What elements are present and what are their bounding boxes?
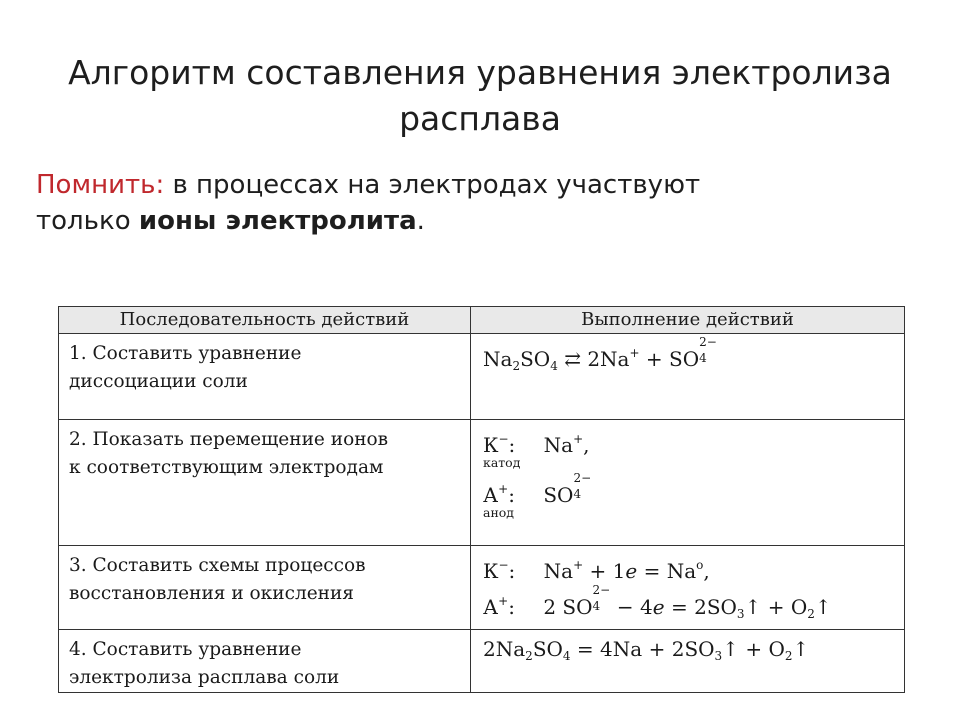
step-1-line-1: 1. Составить уравнение	[69, 343, 302, 364]
remember-text-1: в процессах на электродах участвуют	[164, 170, 701, 200]
remember-note	[36, 167, 916, 239]
step-1-cell	[59, 334, 471, 420]
gas-arrow: ↑	[814, 595, 832, 619]
title-line-2: расплава	[399, 99, 561, 138]
electrolysis-equation: $2Na_2SO_4 = 4Na$ + $2SO_3↑$ + $O_2↑$	[483, 637, 810, 663]
anode-oxidation: А+: 2 SO 2− 4 − $4e = 2SO_3↑$ + $O_2↑$	[483, 583, 832, 621]
gas-arrow: ↑	[722, 637, 739, 661]
remember-label: Помнить:	[36, 170, 165, 200]
slide-title	[0, 50, 960, 142]
table-row	[59, 420, 905, 546]
step-3-result	[471, 546, 905, 630]
step-3-cell	[59, 546, 471, 630]
step-4-result	[471, 630, 905, 693]
cathode-ions: К−: Na+,	[483, 432, 590, 457]
table-header-row	[59, 307, 905, 334]
step-3-line-2: восстановления и окисления	[69, 583, 354, 604]
step-3-line-1: 3. Составить схемы процессов	[69, 555, 366, 576]
step-2-line-1: 2. Показать перемещение ионов	[69, 429, 389, 450]
step-4-line-1: 4. Составить уравнение	[69, 639, 302, 660]
cathode-label: катод	[483, 455, 521, 470]
remember-bold: ионы электролита	[138, 206, 417, 236]
dissociation-equation: $Na_2SO_4$ ⇄ 2Na+ + SO 2− 4	[483, 335, 717, 373]
cathode-reduction: К−: Na+ + 1e = Na$^o$,	[483, 558, 710, 583]
title-line-1: Алгоритм составления уравнения электролиза	[68, 53, 892, 92]
header-sequence: Последовательность действий	[59, 307, 471, 334]
table-row	[59, 546, 905, 630]
step-1-line-2: диссоциации соли	[69, 371, 248, 392]
anode-ions: А+: SO 2− 4	[483, 471, 592, 507]
algorithm-table	[58, 306, 905, 693]
step-2-cell	[59, 420, 471, 546]
step-4-cell	[59, 630, 471, 693]
header-execution: Выполнение действий	[471, 307, 905, 334]
table-row	[59, 334, 905, 420]
remember-text-2: только	[36, 206, 139, 236]
anode-label: анод	[483, 505, 515, 520]
equilibrium-arrow: ⇄	[564, 347, 581, 371]
gas-arrow: ↑	[744, 595, 762, 619]
step-2-result	[471, 420, 905, 546]
remember-period: .	[416, 206, 425, 236]
gas-arrow: ↑	[792, 637, 810, 661]
table-row	[59, 630, 905, 693]
step-1-result	[471, 334, 905, 420]
step-4-line-2: электролиза расплава соли	[69, 667, 340, 688]
step-2-line-2: к соответствующим электродам	[69, 457, 384, 478]
